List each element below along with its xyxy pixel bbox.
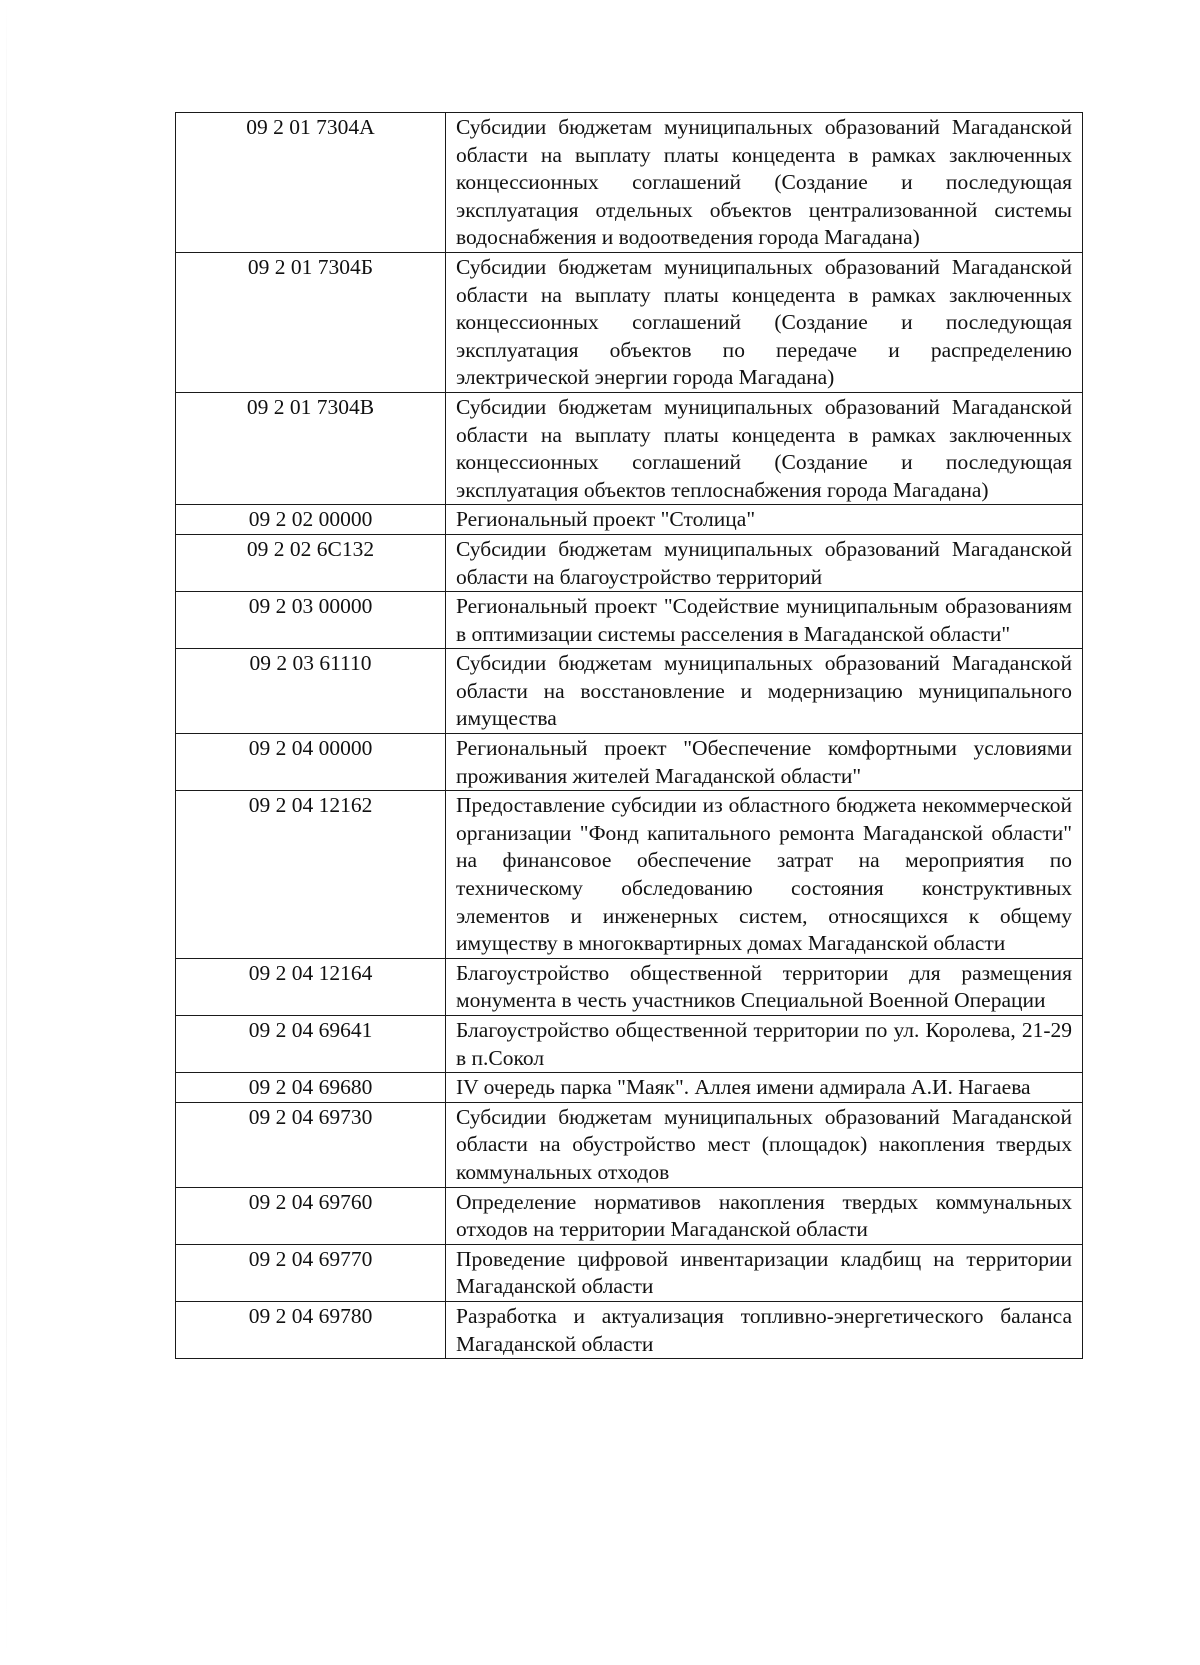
- row-description: Субсидии бюджетам муниципальных образований Магаданской области на выплату платы концедента в рамках заключенных концессионных соглашений (Создание и последующая эксплуатация объектов по передаче и распределению электрической энергии города Магадана): [446, 252, 1083, 392]
- table-row: [176, 734, 1083, 791]
- table-row: [176, 392, 1083, 504]
- row-code: 09 2 01 7304А: [176, 113, 446, 253]
- row-description: Субсидии бюджетам муниципальных образований Магаданской области на восстановление и модернизацию муниципального имущества: [446, 649, 1083, 734]
- row-description: Региональный проект "Обеспечение комфортными условиями проживания жителей Магаданской области": [446, 734, 1083, 791]
- table-row: [176, 113, 1083, 253]
- row-description: Региональный проект "Содействие муниципальным образованиям в оптимизации системы расселения в Магаданской области": [446, 592, 1083, 649]
- row-code: 09 2 04 69680: [176, 1073, 446, 1103]
- row-code: 09 2 04 00000: [176, 734, 446, 791]
- table-row: [176, 1016, 1083, 1073]
- table-row: [176, 958, 1083, 1015]
- row-description: Предоставление субсидии из областного бюджета некоммерческой организации "Фонд капитального ремонта Магаданской области" на финансовое обеспечение затрат на мероприятия по техническому обследованию состояния конструктивных элементов и инженерных систем, относящихся к общему имуществу в многоквартирных домах Магаданской области: [446, 791, 1083, 959]
- table-row: [176, 649, 1083, 734]
- row-code: 09 2 03 61110: [176, 649, 446, 734]
- row-code: 09 2 02 6С132: [176, 534, 446, 591]
- table-row: [176, 592, 1083, 649]
- table-row: [176, 1301, 1083, 1358]
- table-row: [176, 1102, 1083, 1187]
- row-code: 09 2 04 69641: [176, 1016, 446, 1073]
- row-code: 09 2 04 69780: [176, 1301, 446, 1358]
- row-code: 09 2 04 12162: [176, 791, 446, 959]
- table-row: [176, 1187, 1083, 1244]
- row-description: Разработка и актуализация топливно-энергетического баланса Магаданской области: [446, 1301, 1083, 1358]
- row-description: IV очередь парка "Маяк". Аллея имени адмирала А.И. Нагаева: [446, 1073, 1083, 1103]
- row-code: 09 2 04 12164: [176, 958, 446, 1015]
- table-row: [176, 252, 1083, 392]
- table-row: [176, 791, 1083, 959]
- row-code: 09 2 01 7304В: [176, 392, 446, 504]
- row-description: Благоустройство общественной территории для размещения монумента в честь участников Специальной Военной Операции: [446, 958, 1083, 1015]
- row-code: 09 2 04 69730: [176, 1102, 446, 1187]
- row-description: Региональный проект "Столица": [446, 505, 1083, 535]
- table-row: [176, 1073, 1083, 1103]
- row-description: Проведение цифровой инвентаризации кладбищ на территории Магаданской области: [446, 1244, 1083, 1301]
- row-code: 09 2 03 00000: [176, 592, 446, 649]
- row-description: Субсидии бюджетам муниципальных образований Магаданской области на благоустройство территорий: [446, 534, 1083, 591]
- row-code: 09 2 01 7304Б: [176, 252, 446, 392]
- row-code: 09 2 04 69770: [176, 1244, 446, 1301]
- scan-edge-shadow: [6, 0, 7, 1665]
- table-row: [176, 534, 1083, 591]
- row-description: Субсидии бюджетам муниципальных образований Магаданской области на выплату платы концедента в рамках заключенных концессионных соглашений (Создание и последующая эксплуатация объектов теплоснабжения города Магадана): [446, 392, 1083, 504]
- row-code: 09 2 04 69760: [176, 1187, 446, 1244]
- row-description: Субсидии бюджетам муниципальных образований Магаданской области на выплату платы концедента в рамках заключенных концессионных соглашений (Создание и последующая эксплуатация отдельных объектов централизованной системы водоснабжения и водоотведения города Магадана): [446, 113, 1083, 253]
- row-description: Благоустройство общественной территории по ул. Королева, 21-29 в п.Сокол: [446, 1016, 1083, 1073]
- row-description: Определение нормативов накопления твердых коммунальных отходов на территории Магаданской области: [446, 1187, 1083, 1244]
- table-row: [176, 1244, 1083, 1301]
- budget-code-table: [175, 112, 1083, 1359]
- row-description: Субсидии бюджетам муниципальных образований Магаданской области на обустройство мест (площадок) накопления твердых коммунальных отходов: [446, 1102, 1083, 1187]
- table-row: [176, 505, 1083, 535]
- row-code: 09 2 02 00000: [176, 505, 446, 535]
